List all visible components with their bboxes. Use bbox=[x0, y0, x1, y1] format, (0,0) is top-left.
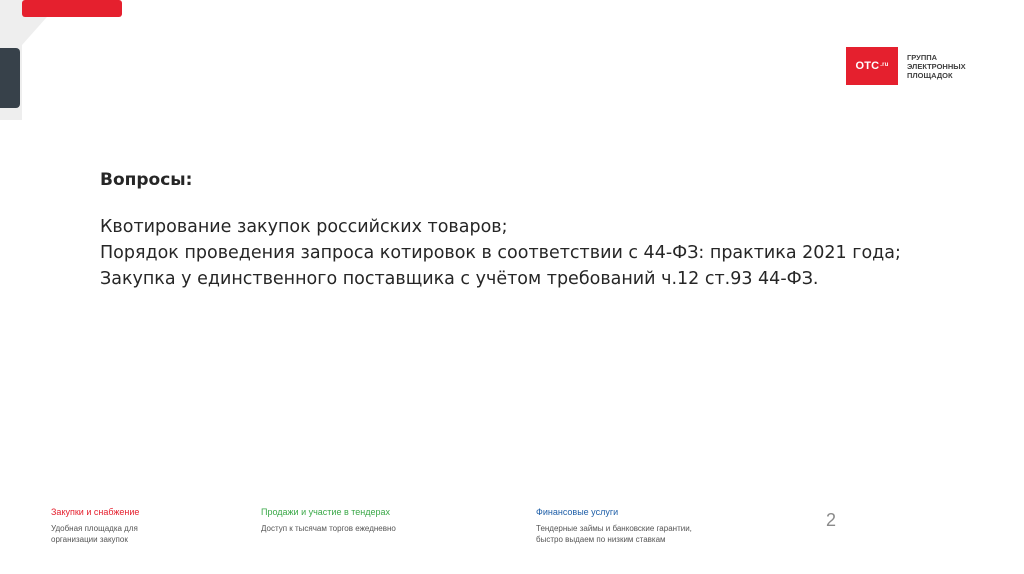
logo-brand: OTC bbox=[855, 60, 880, 72]
questions-list bbox=[100, 214, 980, 292]
page-number: 2 bbox=[826, 510, 837, 530]
footer-description-line: Тендерные займы и банковские гарантии, bbox=[536, 524, 692, 533]
otc-logo-mark bbox=[846, 47, 898, 85]
footer-description bbox=[536, 523, 692, 545]
footer-description bbox=[261, 523, 396, 534]
logo-tagline-line: ЭЛЕКТРОННЫХ bbox=[907, 61, 966, 71]
question-item: Порядок проведения запроса котировок в соответствии с 44-ФЗ: практика 2021 года; bbox=[100, 243, 901, 263]
footer-title[interactable]: Финансовые услуги bbox=[536, 507, 619, 517]
footer-column-finance bbox=[536, 507, 692, 545]
footer-description-line: Доступ к тысячам торгов ежедневно bbox=[261, 524, 396, 533]
logo-tagline-line: ГРУППА bbox=[907, 52, 938, 62]
corner-decoration bbox=[0, 0, 160, 120]
footer-title[interactable]: Продажи и участие в тендерах bbox=[261, 507, 391, 517]
dark-side-bar bbox=[0, 48, 20, 108]
footer-title[interactable]: Закупки и снабжение bbox=[51, 507, 140, 517]
logo-tagline bbox=[907, 53, 966, 80]
question-item: Квотирование закупок российских товаров; bbox=[100, 217, 508, 237]
footer-description bbox=[51, 523, 139, 545]
logo-suffix: .ru bbox=[880, 62, 889, 68]
slide-heading: Вопросы: bbox=[100, 170, 193, 190]
footer-description-line: быстро выдаем по низким ставкам bbox=[536, 535, 666, 544]
otc-logo bbox=[846, 47, 966, 85]
footer-description-line: Удобная площадка для bbox=[51, 524, 138, 533]
slide-content bbox=[100, 170, 980, 292]
question-item: Закупка у единственного поставщика с учётом требований ч.12 ст.93 44-ФЗ. bbox=[100, 269, 819, 289]
red-header-tab bbox=[22, 0, 122, 17]
footer-description-line: организации закупок bbox=[51, 535, 128, 544]
logo-tagline-line: ПЛОЩАДОК bbox=[907, 70, 953, 80]
footer-column-sales bbox=[261, 507, 396, 534]
footer-column-procurement bbox=[51, 507, 139, 545]
